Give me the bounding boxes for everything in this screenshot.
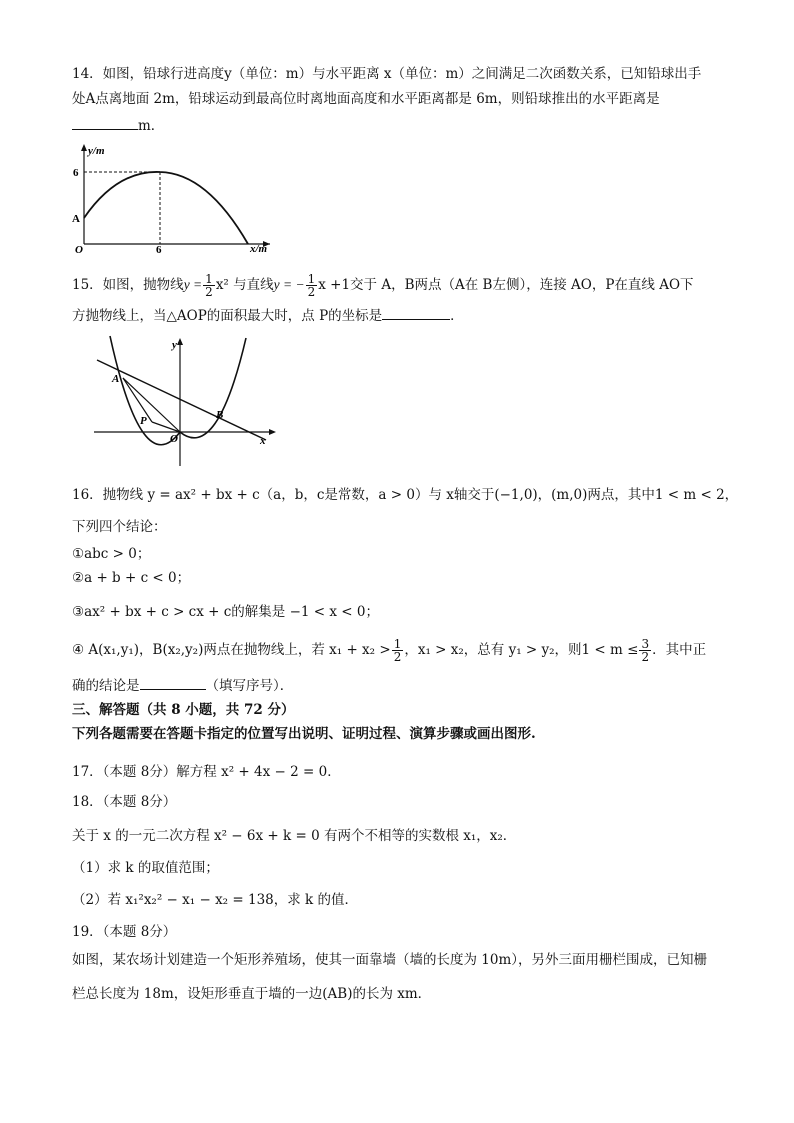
q18-part2: （2）若 x₁²x₂² − x₁ − x₂ = 138，求 k 的值． — [72, 892, 359, 908]
q16-conclusion-3: ③ax² + bx + c > cx + c的解集是 −1 < x < 0； — [72, 604, 379, 620]
q18-body: 关于 x 的一元二次方程 x² − 6x + k = 0 有两个不相等的实数根 x₁，x₂． — [72, 828, 517, 844]
label-A: A — [72, 213, 80, 225]
y-axis-arrow-icon — [177, 338, 183, 345]
q18-head: 18．（本题 8分） — [72, 794, 177, 810]
unit-label: m． — [138, 118, 165, 134]
label-6-x: 6 — [156, 244, 162, 254]
answer-blank — [140, 675, 206, 690]
q16-line1: 16．抛物线 y = ax² + bx + c（a，b，c是常数，a > 0）与 x轴交于(−1,0)，(m,0)两点，其中1 < m < 2， — [72, 487, 739, 503]
label-B: B — [216, 409, 224, 421]
q16-conclusion-4: ④ A(x₁,y₁)，B(x₂,y₂)两点在抛物线上，若 x₁ + x₂ > $\frac{1}{2}$ ，x₁ > x₂，总有 y₁ > y₂，则1 < m ≤ $\frac{3}{2}$ ．其中正 — [72, 637, 707, 664]
fraction: $\frac{1}{2}$ — [393, 637, 402, 664]
q14-line2: 处A点离地面 2m，铅球运动到最高位时离地面高度和水平距离都是 6m，则铅球推出的水平距离是 — [72, 91, 660, 107]
label-P: P — [140, 415, 147, 427]
x-axis-arrow-icon — [269, 429, 276, 435]
label-x: x — [260, 435, 266, 447]
label-A: A — [112, 373, 120, 385]
q15-line2: 方抛物线上，当△AOP的面积最大时，点 P的坐标是 ． — [72, 305, 464, 326]
line-AB — [97, 360, 266, 440]
q14-line1: 14．如图，铅球行进高度y（单位：m）与水平距离 x（单位：m）之间满足二次函数关系，已知铅球出手 — [72, 66, 702, 82]
q17: 17．（本题 8分）解方程 x² + 4x − 2 = 0． — [72, 764, 341, 780]
parabola-curve — [110, 336, 246, 445]
y-axis-label: y/m — [88, 145, 105, 157]
label-y: y — [172, 339, 177, 351]
q14-figure — [72, 140, 282, 254]
section-title: 三、解答题（共 8 小题，共 72 分） — [72, 702, 295, 718]
q16-line-last: 确的结论是 （填写序号）． — [72, 675, 293, 696]
q19-head: 19．（本题 8分） — [72, 924, 177, 940]
label-O: O — [170, 433, 178, 445]
q19-line1: 如图，某农场计划建造一个矩形养殖场，使其一面靠墙（墙的长度为 10m），另外三面用栅栏围成，已知栅 — [72, 952, 708, 968]
q16-conclusion-1: ①abc > 0； — [72, 546, 151, 562]
label-O: O — [75, 244, 83, 254]
fraction: $\frac{1}{2}$ — [205, 272, 213, 299]
parabola-curve — [84, 172, 248, 244]
q14-line3 — [72, 115, 164, 136]
q16-line2: 下列四个结论： — [72, 519, 167, 535]
y-axis-arrow-icon — [81, 144, 87, 151]
q19-line2: 栏总长度为 18m，设矩形垂直于墙的一边(AB)的长为 xm． — [72, 986, 432, 1002]
fraction: $\frac{3}{2}$ — [641, 637, 650, 664]
x-axis-label: x/m — [250, 243, 268, 254]
q18-part1: （1）求 k 的取值范围； — [72, 860, 219, 876]
q16-conclusion-2: ②a + b + c < 0； — [72, 570, 191, 586]
segment-PO — [152, 422, 180, 432]
label-6-y: 6 — [73, 167, 79, 179]
fraction: $\frac{1}{2}$ — [307, 272, 316, 299]
q15-figure — [94, 334, 280, 468]
section-instruction: 下列各题需要在答题卡指定的位置写出说明、证明过程、演算步骤或画出图形. — [72, 726, 536, 742]
answer-blank — [382, 305, 450, 320]
q15-line1: 15．如图，抛物线y = $\frac{1}{2}$ x² 与直线y = − $\frac{1}{2}$ x +1交于 A，B两点（A在 B左侧），连接 AO，P在直线 AO下 — [72, 272, 694, 299]
answer-blank — [72, 115, 138, 130]
